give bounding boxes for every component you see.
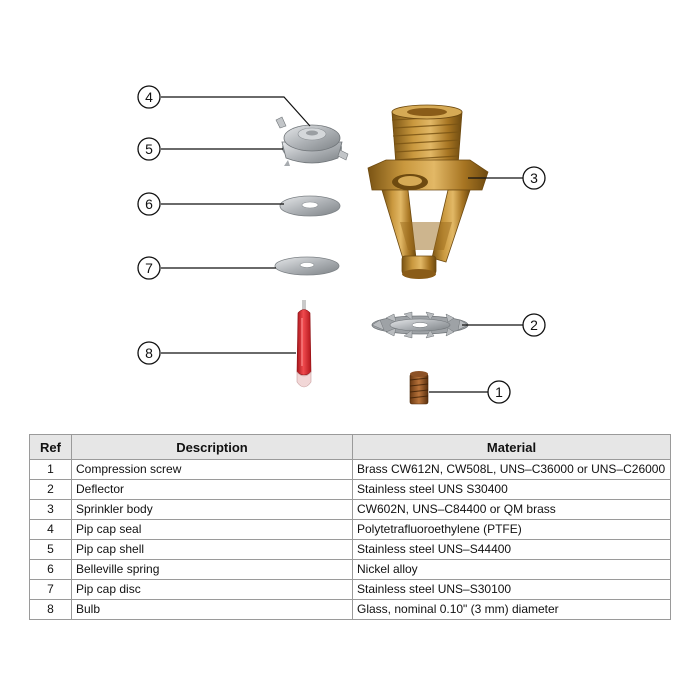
header-description: Description [72, 435, 353, 460]
header-ref: Ref [30, 435, 72, 460]
deflector [372, 312, 468, 338]
cell-ref: 5 [30, 540, 72, 560]
table-row [30, 520, 671, 540]
cell-ref: 3 [30, 500, 72, 520]
callout-2-label: 2 [530, 317, 538, 333]
cell-material: Glass, nominal 0.10" (3 mm) diameter [353, 600, 671, 620]
cell-material: Brass CW612N, CW508L, UNS–C36000 or UNS–C26000 [353, 460, 671, 480]
cell-ref: 6 [30, 560, 72, 580]
compression-screw [410, 371, 428, 404]
cell-ref: 7 [30, 580, 72, 600]
glass-bulb [297, 300, 311, 387]
parts-material-table [29, 434, 671, 620]
table-row [30, 500, 671, 520]
cell-ref: 1 [30, 460, 72, 480]
callout-6-label: 6 [145, 196, 153, 212]
cell-ref: 2 [30, 480, 72, 500]
table-row [30, 460, 671, 480]
cell-ref: 8 [30, 600, 72, 620]
cell-description: Belleville spring [72, 560, 353, 580]
cell-description: Deflector [72, 480, 353, 500]
callout-2 [523, 314, 545, 336]
callout-5 [138, 138, 160, 160]
callout-3 [523, 167, 545, 189]
callout-8-label: 8 [145, 345, 153, 361]
callout-7-label: 7 [145, 260, 153, 276]
cell-description: Sprinkler body [72, 500, 353, 520]
callout-4-label: 4 [145, 89, 153, 105]
cell-ref: 4 [30, 520, 72, 540]
callout-3-label: 3 [530, 170, 538, 186]
callout-7 [138, 257, 160, 279]
cell-description: Pip cap seal [72, 520, 353, 540]
table-row [30, 600, 671, 620]
callout-1 [488, 381, 510, 403]
table-row [30, 560, 671, 580]
callout-6 [138, 193, 160, 215]
table-row [30, 480, 671, 500]
callout-8 [138, 342, 160, 364]
callout-1-label: 1 [495, 384, 503, 400]
cell-material: Stainless steel UNS S30400 [353, 480, 671, 500]
leader-lines [161, 97, 523, 392]
callout-5-label: 5 [145, 141, 153, 157]
table-row [30, 580, 671, 600]
cell-material: Polytetrafluoroethylene (PTFE) [353, 520, 671, 540]
table-header-row [30, 435, 671, 460]
cell-description: Pip cap shell [72, 540, 353, 560]
cell-material: Stainless steel UNS–S30100 [353, 580, 671, 600]
header-material: Material [353, 435, 671, 460]
pip-cap-assembly [276, 117, 348, 166]
pip-cap-disc [275, 257, 339, 275]
callout-4 [138, 86, 160, 108]
table-row [30, 540, 671, 560]
belleville-spring [280, 196, 340, 216]
cell-material: Nickel alloy [353, 560, 671, 580]
cell-description: Bulb [72, 600, 353, 620]
cell-description: Compression screw [72, 460, 353, 480]
cell-material: CW602N, UNS–C84400 or QM brass [353, 500, 671, 520]
cell-description: Pip cap disc [72, 580, 353, 600]
sprinkler-body [368, 105, 488, 279]
cell-material: Stainless steel UNS–S44400 [353, 540, 671, 560]
